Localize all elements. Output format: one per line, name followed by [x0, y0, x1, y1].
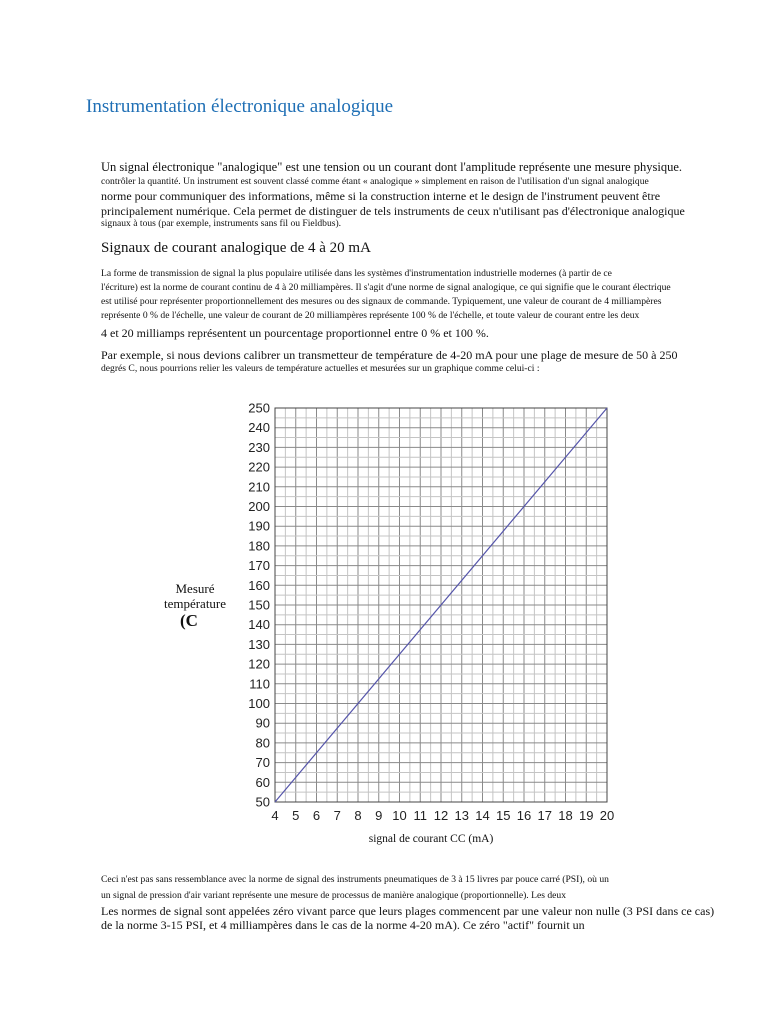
- y-tick-label: 50: [255, 794, 270, 810]
- x-tick-label: 16: [516, 808, 532, 823]
- x-tick-label: 20: [599, 808, 615, 823]
- x-tick-label: 6: [312, 808, 321, 823]
- intro-line: contrôler la quantité. Un instrument est souvent classé comme étant « analogique » simplement en raison de l'utilisation d'un signal analogique: [101, 176, 649, 187]
- section-line: est utilisé pour représenter proportionnellement des mesures ou des signaux de commande. Typiquement, une valeur de courant de 4 milliampères: [101, 296, 662, 307]
- y-tick-label: 60: [255, 774, 270, 790]
- x-axis-label: signal de courant CC (mA): [368, 833, 494, 845]
- y-tick-label: 80: [255, 735, 270, 751]
- x-tick-label: 11: [413, 808, 427, 823]
- x-tick-label: 15: [496, 808, 511, 823]
- intro-line: signaux à tous (par exemple, instruments sans fil ou Fieldbus).: [101, 218, 342, 229]
- x-tick-label: 7: [333, 808, 341, 823]
- y-tick-label: 100: [248, 696, 270, 711]
- closing-line: Ceci n'est pas sans ressemblance avec la norme de signal des instruments pneumatiques de 3 à 15 livres par pouce carré (PSI), où un: [101, 874, 609, 885]
- y-tick-label: 150: [248, 597, 270, 613]
- closing-line: Les normes de signal sont appelées zéro vivant parce que leurs plages commencent par une valeur non nulle (3 PSI dans ce cas): [101, 904, 715, 918]
- y-tick-label: 170: [248, 558, 270, 574]
- x-tick-label: 14: [475, 808, 490, 823]
- document-title: Instrumentation électronique analogique: [86, 96, 394, 117]
- x-tick-label: 10: [392, 808, 407, 823]
- y-tick-label: 130: [248, 636, 270, 652]
- intro-line: Un signal électronique "analogique" est une tension ou un courant dont l'amplitude représente une mesure physique.: [101, 160, 683, 174]
- y-tick-label: 120: [248, 656, 270, 672]
- section-line: l'écriture) est la norme de courant continu de 4 à 20 milliampères. Il s'agit d'une norme de signal analogique, ce qui signifie que le courant électrique: [101, 282, 671, 293]
- y-tick-label: 190: [248, 518, 270, 534]
- x-tick-label: 9: [375, 808, 383, 823]
- closing-line: de la norme 3-15 PSI, et 4 milliampères dans le cas de la norme 4-20 mA). Ce zéro "actif" fournit un: [101, 918, 585, 932]
- x-tick-label: 5: [292, 808, 300, 823]
- section-line: représente 0 % de l'échelle, une valeur de courant de 20 milliampères représente 100 % de l'échelle, et toute valeur de courant entre les deux: [101, 310, 640, 321]
- intro-line: principalement numérique. Cela permet de distinguer de tels instruments de ceux n'utilisant pas d'électronique analogique: [101, 204, 685, 218]
- x-tick-label: 8: [354, 808, 362, 823]
- y-tick-label: 70: [255, 755, 270, 771]
- x-tick-label: 13: [454, 808, 469, 823]
- y-axis-label: température: [163, 596, 227, 611]
- y-tick-label: 200: [248, 499, 270, 514]
- y-tick-label: 160: [248, 577, 270, 593]
- y-tick-label: 210: [248, 479, 270, 495]
- x-tick-label: 12: [433, 808, 449, 823]
- y-tick-label: 250: [248, 400, 270, 416]
- y-tick-label: 90: [255, 715, 270, 731]
- y-tick-label: 220: [248, 459, 270, 475]
- y-tick-label: 110: [249, 676, 270, 692]
- example-line: degrés C, nous pourrions relier les valeurs de température actuelles et mesurées sur un graphique comme celui-ci :: [101, 363, 540, 374]
- intro-line: norme pour communiquer des informations, même si la construction interne et le design de l'instrument peuvent être: [101, 189, 661, 203]
- x-tick-label: 17: [537, 808, 552, 823]
- temperature-current-chart: [150, 395, 630, 845]
- example-line: Par exemple, si nous devions calibrer un transmetteur de température de 4-20 mA pour une plage de mesure de 50 à 250: [101, 348, 678, 362]
- x-tick-label: 18: [558, 808, 573, 823]
- x-tick-label: 4: [271, 808, 279, 823]
- section-line: 4 et 20 milliamps représentent un pourcentage proportionnel entre 0 % et 100 %.: [101, 326, 489, 340]
- y-tick-label: 240: [248, 420, 270, 436]
- section-line: La forme de transmission de signal la plus populaire utilisée dans les systèmes d'instrumentation industrielle modernes (à partir de ce: [101, 268, 612, 279]
- x-tick-label: 19: [579, 808, 594, 823]
- y-tick-label: 180: [248, 538, 270, 554]
- closing-line: un signal de pression d'air variant représente une mesure de processus de manière analogique (proportionnelle). Les deux: [101, 890, 566, 901]
- y-tick-label: 230: [248, 439, 270, 455]
- y-axis-label: (C: [180, 611, 198, 630]
- section-heading: Signaux de courant analogique de 4 à 20 mA: [101, 240, 371, 256]
- y-axis-label: Mesuré: [175, 581, 215, 596]
- y-tick-label: 140: [248, 617, 270, 633]
